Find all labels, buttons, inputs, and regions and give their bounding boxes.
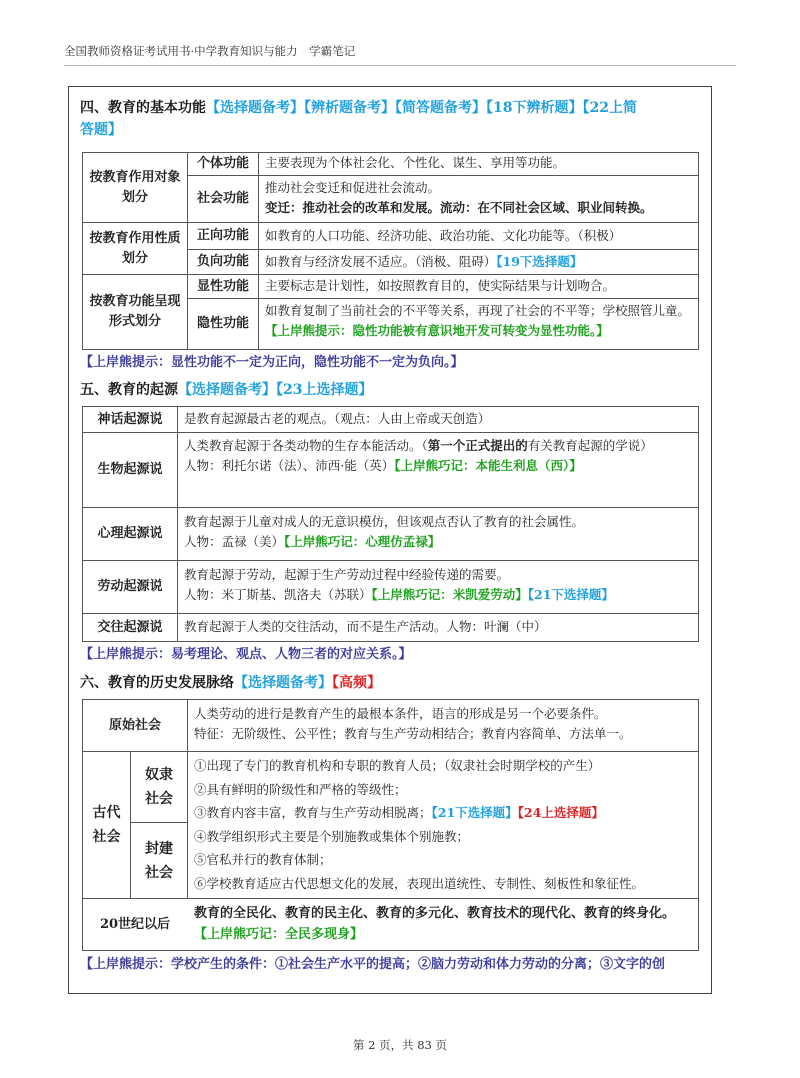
psychological-theory-label: 心理起源说 bbox=[97, 526, 163, 541]
social-function-text bbox=[259, 176, 698, 222]
psychological-people: 人物：孟禄（美） bbox=[184, 534, 285, 549]
labor-theory-label: 劳动起源说 bbox=[97, 579, 163, 594]
section-6-heading bbox=[80, 672, 381, 694]
biological-desc-b: 有关教育起源的学说） bbox=[527, 438, 653, 453]
positive-function-text: 如教育的人口功能、经济功能、政治功能、文化功能等。（积极） bbox=[265, 228, 622, 243]
biological-theory-text bbox=[178, 433, 698, 507]
labor-desc: 教育起源于劳动，起源于生产劳动过程中经验传递的需要。 bbox=[184, 567, 510, 582]
section-4-heading bbox=[80, 97, 710, 141]
ancient-item-3-tag-2: 【24上选择题】 bbox=[517, 805, 604, 820]
ancient-item-2: ②具有鲜明的阶级性和严格的等级性； bbox=[194, 781, 407, 797]
section-4-tip: 【上岸熊提示：显性功能不一定为正向，隐性功能不一定为负向。】 bbox=[80, 355, 464, 370]
individual-function-label: 个体功能 bbox=[196, 156, 249, 171]
section-4-title: 四、教育的基本功能 bbox=[80, 100, 206, 116]
ancient-society-label: 古代社会 bbox=[92, 805, 121, 845]
primitive-line-1: 人类劳动的进行是教育产生的最根本条件，语言的形成是另一个必要条件。 bbox=[194, 706, 607, 721]
myth-theory-text: 是教育起源最古老的观点。（观点：人由上帝或天创造） bbox=[184, 411, 491, 426]
primitive-line-2: 特征：无阶级性、公平性；教育与生产劳动相结合；教育内容简单、方法单一。 bbox=[194, 726, 632, 741]
ancient-item-3 bbox=[194, 801, 692, 825]
section-5-tip: 【上岸熊提示：易考理论、观点、人物三者的对应关系。】 bbox=[80, 647, 412, 662]
biological-tip: 【上岸熊巧记：本能生利息（西）】 bbox=[394, 458, 582, 473]
modern-era-label: 20世纪以后 bbox=[99, 916, 171, 932]
explicit-function-text: 主要标志是计划性，如按照教育目的，使实际结果与计划吻合。 bbox=[265, 278, 616, 293]
ancient-society-text bbox=[188, 752, 698, 898]
biological-theory-people bbox=[184, 456, 692, 476]
section-6-tag-1: 【选择题备考】 bbox=[234, 675, 332, 691]
implicit-function-label: 隐性功能 bbox=[196, 316, 249, 331]
psychological-theory-text bbox=[178, 508, 698, 560]
section-4-tags-cont: 答题】 bbox=[80, 122, 122, 138]
implicit-function-tip: 【上岸熊提示：隐性功能被有意识地开发可转变为显性功能。】 bbox=[265, 323, 609, 338]
primitive-society-text bbox=[188, 700, 698, 751]
ancient-item-4: ④教学组织形式主要是个别施教或集体个别施教； bbox=[194, 828, 470, 844]
communication-theory-label: 交往起源说 bbox=[97, 619, 163, 635]
modern-era-desc: 教育的全民化、教育的民主化、教育的多元化、教育技术的现代化、教育的终身化。 bbox=[194, 906, 676, 921]
negative-function-desc: 如教育与经济发展不适应。（消极、阻碍） bbox=[265, 254, 497, 269]
page-footer: 第 2 页，共 83 页 bbox=[352, 1038, 448, 1052]
feudal-society-label: 封建社会 bbox=[145, 840, 173, 881]
negative-function-text bbox=[259, 250, 698, 274]
ancient-item-3-text: ③教育内容丰富，教育与生产劳动相脱离； bbox=[194, 805, 432, 820]
individual-function-text: 主要表现为个体社会化、个性化、谋生、享用等功能。 bbox=[265, 155, 566, 170]
section-6-title: 六、教育的历史发展脉络 bbox=[80, 675, 234, 691]
explicit-function-label: 显性功能 bbox=[196, 278, 249, 294]
biological-theory-desc bbox=[184, 436, 692, 456]
section-5-title: 五、教育的起源 bbox=[80, 382, 178, 398]
group-by-form: 按教育功能呈现形式划分 bbox=[89, 294, 181, 329]
psychological-desc: 教育起源于儿童对成人的无意识模仿，但该观点否认了教育的社会属性。 bbox=[184, 514, 585, 529]
implicit-function-desc: 如教育复制了当前社会的不平等关系，再现了社会的不平等；学校照管儿童。 bbox=[265, 303, 691, 318]
page-header: 全国教师资格证考试用书·中学教育知识与能力 学霸笔记 bbox=[64, 44, 356, 58]
ancient-item-5: ⑤官私并行的教育体制； bbox=[194, 852, 332, 867]
ancient-item-1: ①出现了专门的教育机构和专职的教育人员；（奴隶社会时期学校的产生） bbox=[194, 758, 601, 773]
social-function-label: 社会功能 bbox=[196, 191, 249, 206]
group-by-object: 按教育作用对象划分 bbox=[89, 169, 181, 205]
psychological-people-line bbox=[184, 532, 692, 552]
negative-function-label: 负向功能 bbox=[196, 254, 249, 269]
primitive-society-label: 原始社会 bbox=[108, 717, 161, 733]
communication-theory-text: 教育起源于人类的交往活动，而不是生产活动。人物：叶澜（中） bbox=[184, 619, 547, 634]
modern-era-tip: 【上岸熊巧记：全民多现身】 bbox=[194, 927, 364, 942]
section-6-tag-2: 【高频】 bbox=[332, 675, 381, 691]
biological-people: 人物：利托尔诺（法）、沛西·能（英） bbox=[184, 458, 395, 473]
ancient-item-3-tag-1: 【21下选择题】 bbox=[431, 805, 518, 820]
group-by-nature: 按教育作用性质划分 bbox=[89, 230, 181, 266]
negative-function-tag: 【19下选择题】 bbox=[496, 254, 583, 269]
social-function-line-1: 推动社会变迁和促进社会流动。 bbox=[265, 180, 441, 195]
section-5-heading bbox=[80, 379, 372, 401]
ancient-item-6: ⑥学校教育适应古代思想文化的发展，表现出道统性、专制性、刻板性和象征性。 bbox=[194, 875, 645, 891]
biological-theory-label: 生物起源说 bbox=[97, 462, 163, 477]
labor-tip: 【上岸熊巧记：米凯爱劳动】 bbox=[371, 587, 528, 602]
social-function-line-2: 变迁：推动社会的改革和发展。流动：在不同社会区域、职业间转换。 bbox=[265, 200, 653, 215]
slave-society-label: 奴隶社会 bbox=[145, 767, 173, 807]
header-rule bbox=[64, 65, 736, 66]
myth-theory-label: 神话起源说 bbox=[97, 411, 163, 427]
section-6-tip: 【上岸熊提示：学校产生的条件：①社会生产水平的提高；②脑力劳动和体力劳动的分离；③文字的创 bbox=[80, 957, 666, 972]
labor-theory-text bbox=[178, 561, 698, 613]
labor-tag: 【21下选择题】 bbox=[527, 587, 614, 602]
section-5-tags: 【选择题备考】【23上选择题】 bbox=[178, 382, 373, 398]
labor-people: 人物：米丁斯基、凯洛夫（苏联） bbox=[184, 587, 372, 602]
modern-era-text bbox=[188, 899, 698, 950]
positive-function-label: 正向功能 bbox=[196, 228, 249, 243]
labor-people-line bbox=[184, 585, 692, 605]
psychological-tip: 【上岸熊巧记：心理仿孟禄】 bbox=[284, 534, 441, 549]
implicit-function-text bbox=[259, 299, 698, 349]
section-4-tags: 【选择题备考】【辨析题备考】【简答题备考】【18下辨析题】【22上简 bbox=[206, 100, 637, 116]
biological-desc-a: 人类教育起源于各类动物的生存本能活动。（ bbox=[184, 438, 428, 453]
biological-desc-bold: 第一个正式提出的 bbox=[427, 438, 528, 453]
